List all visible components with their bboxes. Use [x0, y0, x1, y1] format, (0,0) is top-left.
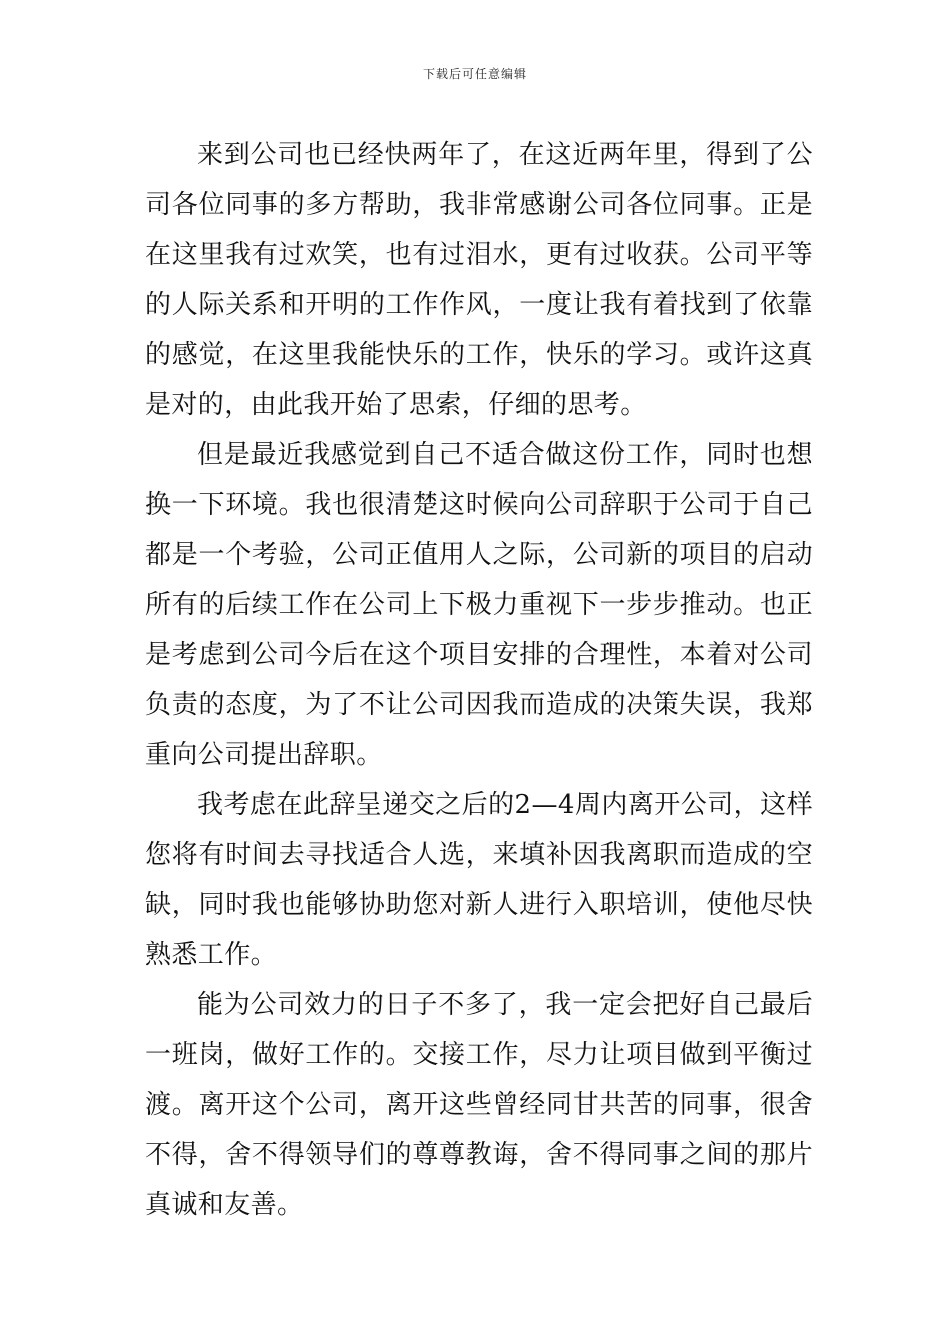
paragraph-1: 来到公司也已经快两年了，在这近两年里，得到了公司各位同事的多方帮助，我非常感谢公司各位同事。正是在这里我有过欢笑，也有过泪水，更有过收获。公司平等的人际关系和开明的工作作风，一度让我有着找到了依靠的感觉，在这里我能快乐的工作，快乐的学习。或许这真是对的，由此我开始了思索，仔细的思考。: [145, 140, 813, 420]
paragraph-2: 但是最近我感觉到自己不适合做这份工作，同时也想换一下环境。我也很清楚这时候向公司辞职于公司于自己都是一个考验，公司正值用人之际，公司新的项目的启动所有的后续工作在公司上下极力重视下一步步推动。也正是考虑到公司今后在这个项目安排的合理性，本着对公司负责的态度，为了不让公司因我而造成的决策失误，我郑重向公司提出辞职。: [145, 440, 813, 770]
paragraph-4: 能为公司效力的日子不多了，我一定会把好自己最后一班岗，做好工作的。交接工作，尽力让项目做到平衡过渡。离开这个公司，离开这些曾经同甘共苦的同事，很舍不得，舍不得领导们的尊尊教诲，舍不得同事之间的那片真诚和友善。: [145, 990, 813, 1220]
page-header: 下载后可任意编辑: [422, 67, 527, 81]
paragraph-3: 我考虑在此辞呈递交之后的2—4周内离开公司，这样您将有时间去寻找适合人选，来填补因我离职而造成的空缺，同时我也能够协助您对新人进行入职培训，使他尽快熟悉工作。: [145, 790, 813, 970]
document-body: [145, 130, 813, 1230]
